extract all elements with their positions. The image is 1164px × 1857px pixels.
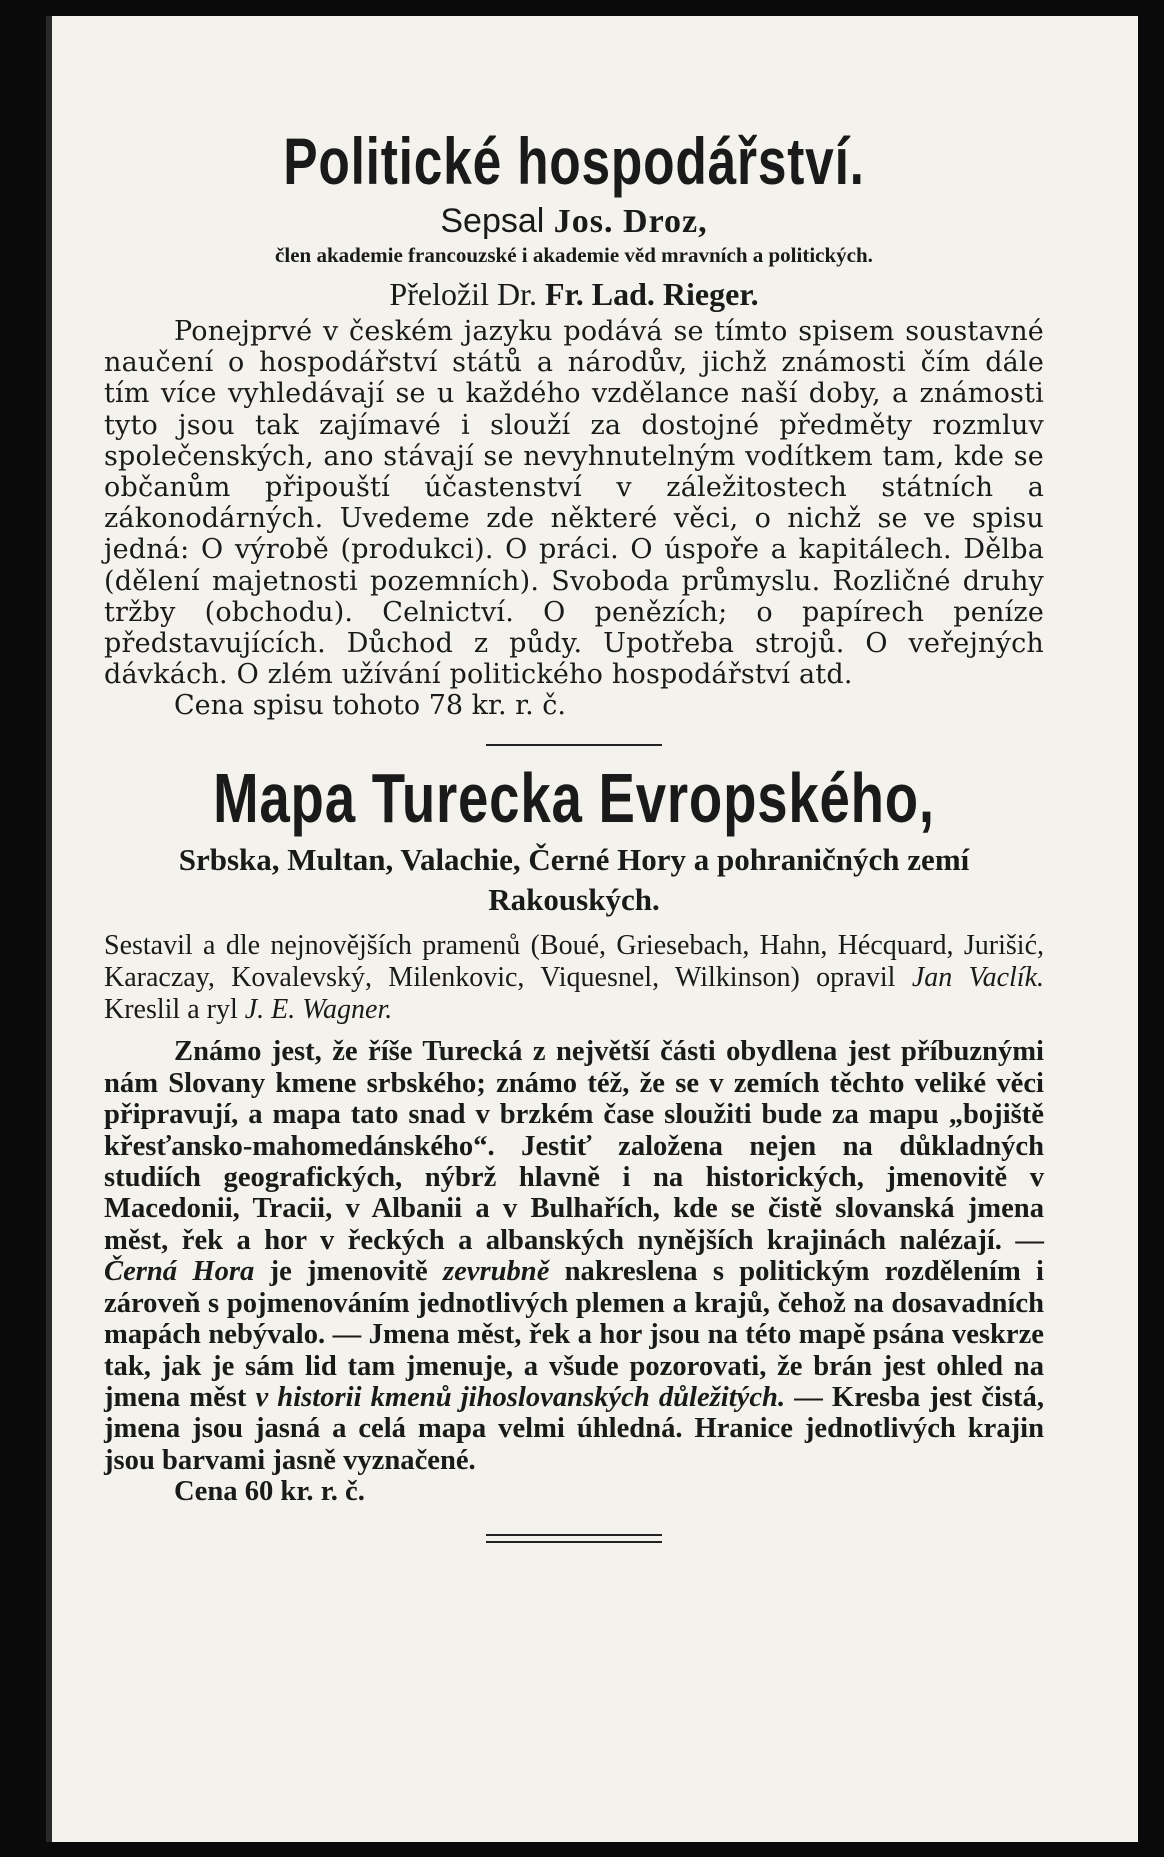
book1-price: Cena spisu tohoto 78 kr. r. č. [174,690,566,722]
desc-part3: nakreslena s politickým rozdělením i zároveň s pojmenováním jednotlivých plemen a krajů, čehož na dosavadních mapách nebývalo. — Jmena měst, řek a hor jsou na této mapě psána veskrze tak, jak je sám lid tam jmenuje, a všude pozorovati, že brán jest ohled na jmena měst [104,1256,1044,1413]
divider [486,744,662,746]
cerna-hora: Černá Hora [104,1256,255,1288]
editor-name: Jan Vaclík. [911,962,1045,994]
compiled-text: Sestavil a dle nejnovějších pramenů (Boué, Griesebach, Hahn, Hécquard, Jurišić, Karaczay, Kovalevský, Milenkovic, Viquesnel, Wilkinson) opravil [104,930,1044,994]
page [46,16,1138,1842]
book2-title: Mapa Turecka Evropského, [213,759,935,838]
translator-prefix: Přeložil Dr. [389,276,537,312]
book2-price: Cena 60 kr. r. č. [174,1476,365,1508]
double-divider [486,1534,662,1543]
book1-translator [104,272,1044,316]
translator-name: Fr. Lad. Rieger. [544,276,759,312]
desc-part4: — Kresba jest čistá, jmena jsou jasná a celá mapa velmi úhledná. Hranice jednotlivých krajin jsou barvami jasně vyznačené. [104,1381,1045,1476]
book1-description: Ponejprvé v českém jazyku podává se tímto spisem soustavné naučení o hospodářství států a národův, jichž známosti čím dále tím více vyhledávají se u každého vzdělance naší doby, a známosti tyto jsou tak zajímavé i slouží za dostojné předměty rozmluv společenských, ano stávají se nevyhnutelným vodítkem tam, kde se občanům připouští účastenství v záležitostech státních a zákonodárných. Uvedeme zde některé věci, o nichž se ve spisu jedná: O výrobě (produkci). O práci. O úspoře a kapitálech. Dělba (dělení majetnosti pozemních). Svoboda průmyslu. Rozličné druhy tržby (obchodu). Celnictví. O penězích; o papírech peníze představujících. Důchod z půdy. Upotřeba strojů. O veřejných dávkách. O zlém užívání politického hospodářství atd. [104,316,1044,691]
book2-subtitle: Srbska, Multan, Valachie, Černé Hory a pohraničných zemí Rakouských. [178,842,970,918]
book2-compiled [104,930,1044,1026]
author-membership: člen akademie francouzské i akademie věd mravních a politických. [275,243,873,267]
zevrubne: zevrubně [442,1256,550,1288]
book1-title: Politické hospodářství. [283,124,865,198]
book2-description [104,1036,1044,1476]
engraver-name: J. E. Wagner. [244,994,393,1026]
history-phrase: v historii kmenů jihoslovanských důležitých. [255,1381,786,1413]
desc-part1: Známo jest, že říše Turecká z největší části obydlena jest příbuznými nám Slovany kmene srbského; známo též, že se v zemích těchto veliké věci připravují, a mapa tato snad v brzkém čase sloužiti bude za mapu „bojiště křesťansko-mahomedánského“. Jestiť založena nejen na důkladných studiích geografických, nýbrž hlavně i na historických, jmenovitě v Macedonii, Tracii, v Albanii a v Bulhařích, kde se čistě slovanská jmena měst, řek a hor v řeckých a albanských nynějších krajinách nalézají. — [104,1036,1044,1256]
book1-author [104,201,1044,242]
content [104,121,1044,1543]
drawn-text: Kreslil a ryl [104,994,238,1026]
author-name: Jos. Droz, [553,203,708,240]
author-prefix: Sepsal [440,202,545,240]
desc-part2: je jmenovitě [269,1256,428,1288]
